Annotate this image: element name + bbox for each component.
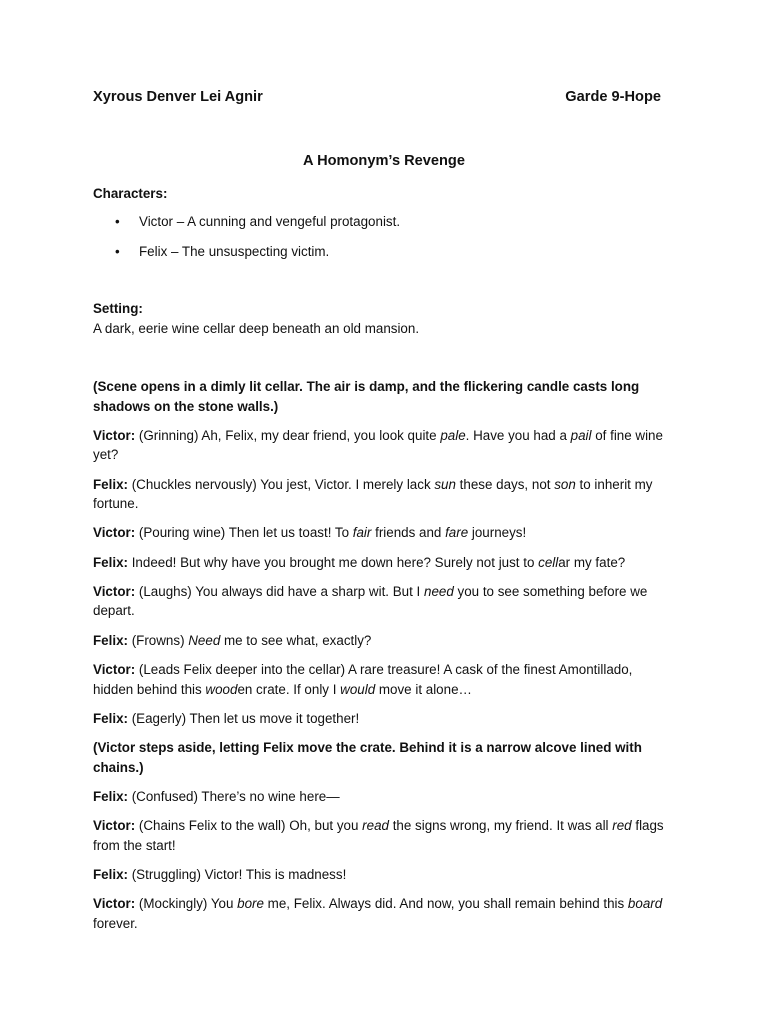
dialogue-text: (Pouring wine) Then let us toast! To bbox=[135, 525, 353, 541]
dialogue-text: these days, not bbox=[455, 476, 555, 492]
homonym-word: Need bbox=[188, 632, 221, 648]
character-entry: Victor – A cunning and vengeful protagonist. bbox=[139, 214, 401, 229]
dialogue-text: ar my fate? bbox=[558, 554, 626, 570]
setting-label: Setting: bbox=[93, 301, 143, 316]
speaker-name: Felix: bbox=[93, 867, 128, 883]
dialogue-text: of fine wine yet? bbox=[93, 427, 663, 463]
dialogue-text: you to see something before we depart. bbox=[93, 583, 648, 619]
homonym-word: board bbox=[627, 896, 663, 912]
character-entry: Felix – The unsuspecting victim. bbox=[139, 244, 330, 259]
dialogue-line bbox=[93, 553, 672, 573]
dialogue-text: (Laughs) You always did have a sharp wit. But I bbox=[135, 583, 424, 599]
dialogue-text: . Have you had a bbox=[465, 427, 571, 443]
setting-text: A dark, eerie wine cellar deep beneath an old mansion. bbox=[93, 320, 420, 336]
dialogue-text: (Chains Felix to the wall) Oh, but you bbox=[135, 818, 363, 834]
dialogue-line bbox=[93, 475, 672, 514]
homonym-word: need bbox=[424, 583, 454, 599]
dialogue-text: forever. bbox=[93, 915, 138, 931]
list-item bbox=[93, 212, 400, 242]
homonym-word: pale bbox=[440, 427, 466, 443]
dialogue-text: en crate. If only I bbox=[237, 681, 341, 697]
dialogue-text: (Mockingly) You bbox=[135, 896, 238, 912]
speaker-name: Victor: bbox=[93, 427, 136, 443]
bullet-icon: • bbox=[115, 214, 120, 229]
dialogue-text: me to see what, exactly? bbox=[220, 632, 372, 648]
dialogue-text: (Grinning) Ah, Felix, my dear friend, you look quite bbox=[135, 427, 441, 443]
dialogue-line bbox=[93, 631, 672, 651]
speaker-name: Felix: bbox=[93, 710, 128, 726]
setting-section bbox=[93, 299, 672, 338]
homonym-word: read bbox=[362, 818, 389, 834]
dialogue-line bbox=[93, 709, 672, 729]
dialogue-text: (Struggling) Victor! This is madness! bbox=[127, 867, 347, 883]
homonym-word: pail bbox=[570, 427, 592, 443]
dialogue-text: friends and bbox=[371, 525, 446, 541]
dialogue-text: (Chuckles nervously) You jest, Victor. I merely lack bbox=[127, 476, 435, 492]
grade-section: Garde 9-Hope bbox=[565, 89, 661, 105]
homonym-word: would bbox=[340, 681, 376, 697]
dialogue-text: flags from the start! bbox=[93, 818, 664, 853]
homonym-word: bore bbox=[237, 896, 264, 912]
dialogue-text: (Confused) There’s no wine here— bbox=[127, 788, 340, 804]
stage-direction: (Victor steps aside, letting Felix move the crate. Behind it is a narrow alcove lined with chains.) bbox=[93, 740, 642, 775]
dialogue-text: the signs wrong, my friend. It was all bbox=[388, 818, 613, 834]
speaker-name: Felix: bbox=[93, 554, 128, 570]
homonym-word: son bbox=[554, 476, 576, 492]
homonym-word: fair bbox=[352, 525, 372, 541]
speaker-name: Victor: bbox=[93, 525, 136, 541]
dialogue-text: (Eagerly) Then let us move it together! bbox=[127, 710, 360, 726]
homonym-word: sun bbox=[434, 476, 456, 492]
dialogue-line bbox=[93, 660, 672, 699]
dialogue-text: me, Felix. Always did. And now, you shall remain behind this bbox=[263, 896, 628, 912]
stage-direction: (Scene opens in a dimly lit cellar. The air is damp, and the flickering candle casts long shadows on the stone walls.) bbox=[93, 379, 640, 414]
speaker-name: Felix: bbox=[93, 632, 128, 648]
speaker-name: Victor: bbox=[93, 896, 136, 912]
list-item bbox=[93, 242, 400, 272]
document-header bbox=[93, 88, 661, 108]
dialogue-line bbox=[93, 582, 672, 621]
dialogue-text: move it alone… bbox=[375, 681, 472, 697]
dialogue-line bbox=[93, 523, 672, 543]
dialogue-line bbox=[93, 816, 672, 855]
speaker-name: Felix: bbox=[93, 476, 128, 492]
script-body bbox=[93, 377, 672, 943]
homonym-word: cell bbox=[538, 554, 559, 570]
dialogue-line bbox=[93, 894, 672, 933]
dialogue-text: (Frowns) bbox=[127, 632, 189, 648]
author-name: Xyrous Denver Lei Agnir bbox=[93, 89, 263, 105]
play-title: A Homonym’s Revenge bbox=[303, 153, 465, 169]
dialogue-text: to inherit my fortune. bbox=[93, 476, 653, 512]
homonym-word: fare bbox=[445, 525, 469, 541]
homonym-word: red bbox=[612, 818, 632, 834]
dialogue-text: Indeed! But why have you brought me down here? Surely not just to bbox=[127, 554, 539, 570]
dialogue-line bbox=[93, 787, 672, 807]
speaker-name: Victor: bbox=[93, 662, 136, 678]
speaker-name: Victor: bbox=[93, 818, 136, 834]
character-list bbox=[93, 212, 400, 272]
dialogue-text: (Leads Felix deeper into the cellar) A rare treasure! A cask of the finest Amontillado, hidden behind this bbox=[93, 662, 633, 697]
bullet-icon: • bbox=[115, 244, 120, 259]
dialogue-text: journeys! bbox=[468, 525, 527, 541]
characters-label: Characters: bbox=[93, 186, 168, 201]
homonym-word: wood bbox=[205, 681, 238, 697]
dialogue-line bbox=[93, 865, 672, 885]
speaker-name: Victor: bbox=[93, 583, 136, 599]
dialogue-line bbox=[93, 426, 672, 465]
speaker-name: Felix: bbox=[93, 788, 128, 804]
